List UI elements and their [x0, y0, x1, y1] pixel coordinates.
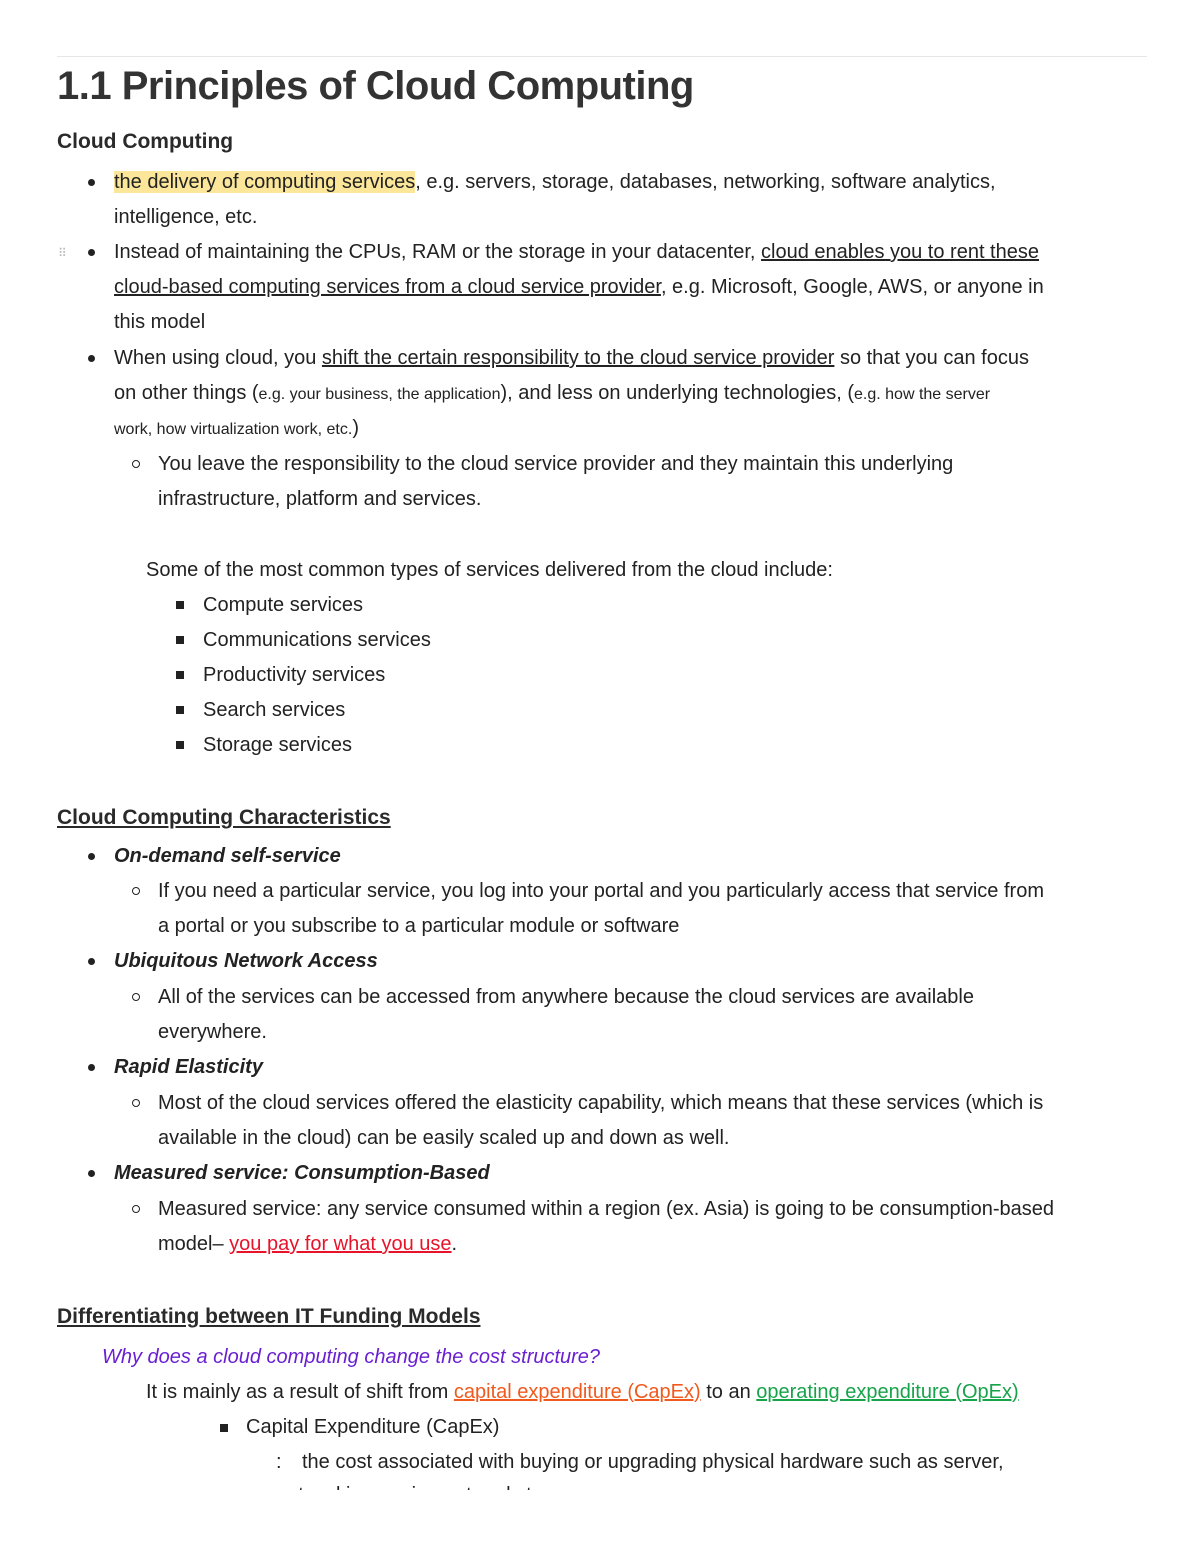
bullet-disc: [88, 249, 95, 256]
definition-colon: :: [276, 1451, 282, 1473]
sub-list-item-continuation: a portal or you subscribe to a particular module or software: [158, 915, 680, 937]
list-item-continuation: on other things (e.g. your business, the application), and less on underlying technologies, (e.g. how the server: [114, 382, 991, 404]
sub-list-item: Measured service: any service consumed within a region (ex. Asia) is going to be consumption-based: [158, 1198, 1055, 1220]
bullet-circle: [132, 993, 140, 1001]
bullet-disc: [88, 355, 95, 362]
bullet-square: [220, 1424, 228, 1432]
sub-list-item-continuation: infrastructure, platform and services.: [158, 488, 482, 510]
list-item-continuation: work, how virtualization work, etc.): [114, 417, 359, 439]
list-item-continuation: this model: [114, 311, 206, 333]
sub-list-item: Most of the cloud services offered the elasticity capability, which means that these services (which is: [158, 1092, 1044, 1114]
list-item-continuation: intelligence, etc.: [114, 206, 258, 228]
bullet-square: [176, 671, 184, 679]
bullet-square: [176, 601, 184, 609]
bullet-square: [176, 706, 184, 714]
list-item: Storage services: [203, 734, 352, 756]
section-heading-cloud-computing: Cloud Computing: [57, 130, 234, 153]
pay-per-use-link[interactable]: you pay for what you use: [229, 1233, 452, 1255]
bullet-circle: [132, 1205, 140, 1213]
section-heading-funding-models: Differentiating between IT Funding Models: [57, 1305, 481, 1328]
bullet-square: [176, 741, 184, 749]
characteristic-title: On-demand self-service: [114, 845, 341, 867]
question-text: Why does a cloud computing change the cost structure?: [102, 1346, 601, 1368]
capex-link[interactable]: capital expenditure (CapEx): [453, 1381, 701, 1403]
opex-link[interactable]: operating expenditure (OpEx): [756, 1381, 1019, 1403]
page-cutoff: [0, 1490, 1200, 1553]
drag-handle-icon[interactable]: ⠿: [58, 246, 67, 260]
list-item: the delivery of computing services, e.g. servers, storage, databases, networking, software analytics,: [114, 171, 996, 193]
bullet-disc: [88, 958, 95, 965]
page-title: 1.1 Principles of Cloud Computing: [57, 64, 694, 108]
sub-list-item: All of the services can be accessed from anywhere because the cloud services are available: [158, 986, 974, 1008]
sub-list-item-continuation: available in the cloud) can be easily scaled up and down as well.: [158, 1127, 730, 1149]
bullet-disc: [88, 853, 95, 860]
characteristic-title: Measured service: Consumption-Based: [114, 1162, 490, 1184]
section-heading-characteristics: Cloud Computing Characteristics: [57, 806, 391, 829]
sub-list-item-continuation: everywhere.: [158, 1021, 267, 1043]
bullet-square: [176, 636, 184, 644]
list-item: Productivity services: [203, 664, 386, 686]
bullet-circle: [132, 887, 140, 895]
characteristic-title: Ubiquitous Network Access: [114, 950, 378, 972]
sub-list-item: You leave the responsibility to the cloud service provider and they maintain this underlying: [158, 453, 954, 475]
definition-text: the cost associated with buying or upgrading physical hardware such as server,: [302, 1451, 1004, 1473]
bullet-disc: [88, 179, 95, 186]
services-intro: Some of the most common types of services delivered from the cloud include:: [146, 559, 833, 581]
bullet-circle: [132, 1099, 140, 1107]
sub-list-item: If you need a particular service, you log into your portal and you particularly access that service from: [158, 880, 1044, 902]
list-item: Instead of maintaining the CPUs, RAM or the storage in your datacenter, cloud enables you to rent these: [114, 241, 1039, 263]
list-item: Compute services: [203, 594, 364, 616]
bullet-circle: [132, 460, 140, 468]
list-item-continuation: cloud-based computing services from a cloud service provider, e.g. Microsoft, Google, AWS, or anyone in: [114, 276, 1044, 298]
sub-list-item-continuation: model– you pay for what you use.: [158, 1233, 458, 1255]
characteristic-title: Rapid Elasticity: [114, 1056, 263, 1078]
list-item: Capital Expenditure (CapEx): [246, 1416, 500, 1438]
bullet-disc: [88, 1064, 95, 1071]
list-item: Search services: [203, 699, 346, 721]
list-item: When using cloud, you shift the certain responsibility to the cloud service provider so that you can focus: [114, 347, 1029, 369]
top-divider: [57, 56, 1147, 57]
funding-shift-text: It is mainly as a result of shift from capital expenditure (CapEx) to an operating expenditure (OpEx): [146, 1381, 1019, 1403]
highlighted-text: the delivery of computing services: [114, 171, 416, 193]
bullet-disc: [88, 1170, 95, 1177]
list-item: Communications services: [203, 629, 431, 651]
